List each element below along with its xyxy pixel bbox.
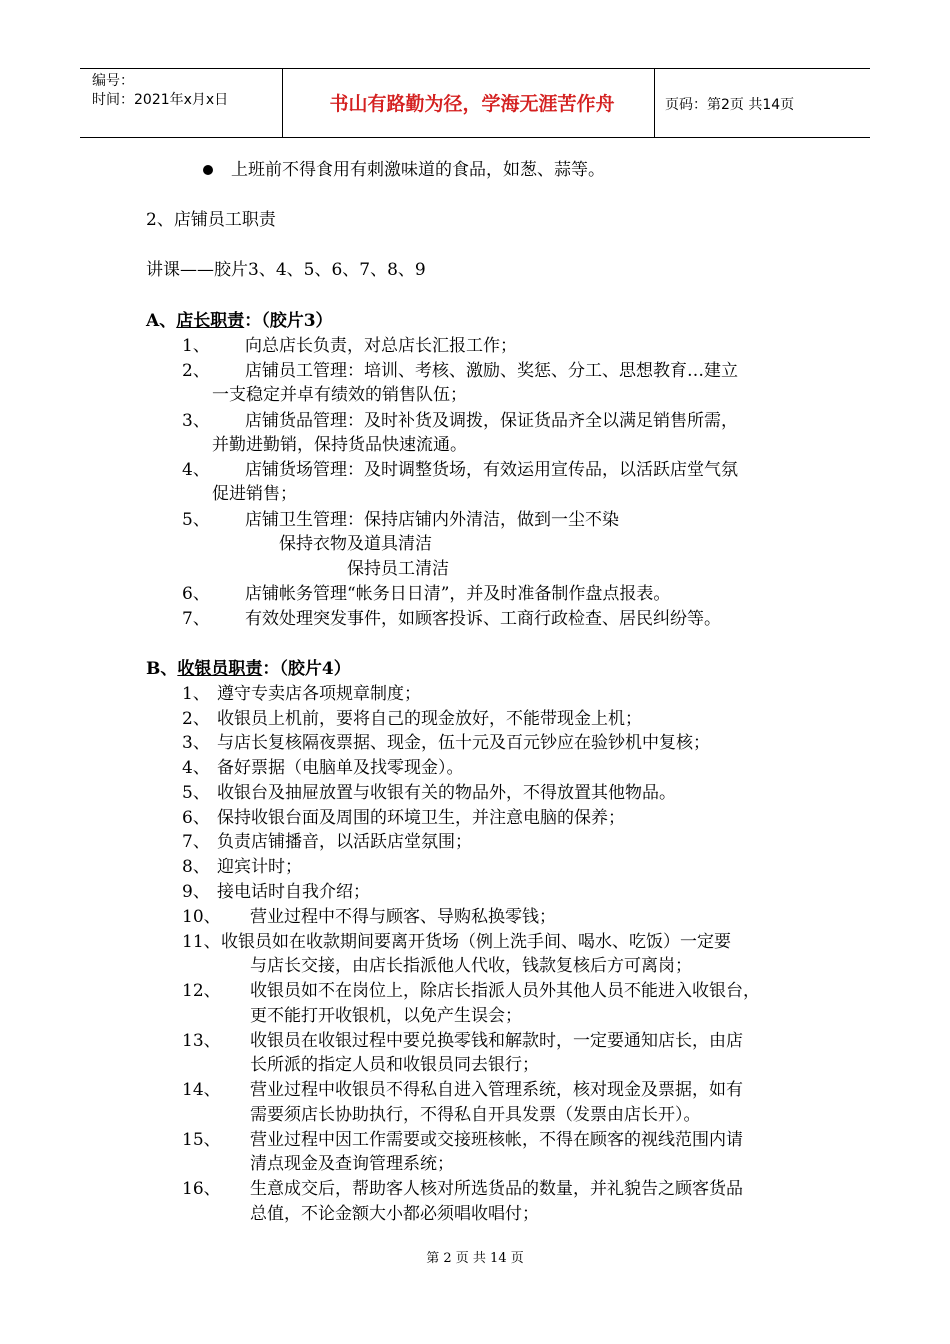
header-motto: 书山有路勤为径，学海无涯苦作舟 <box>329 93 615 115</box>
page-header <box>80 68 870 138</box>
part-b-item-text: 清点现金及查询管理系统； <box>250 1154 454 1174</box>
intro-bullet-text: 上班前不得食用有刺激味道的食品，如葱、蒜等。 <box>231 160 605 180</box>
part-b-item-text: 总值，不论金额大小都必须唱收唱付； <box>250 1204 539 1224</box>
part-b-item-text: 收银台及抽屉放置与收银有关的物品外，不得放置其他物品。 <box>217 783 676 803</box>
bullet-dot-icon <box>203 165 213 175</box>
part-b-item-number: 1、 <box>182 684 210 704</box>
part-b-item-number: 14、 <box>182 1080 221 1100</box>
part-b-item-text: 接电话时自我介绍； <box>217 882 370 902</box>
header-time-label: 时间：2021年x月x日 <box>92 92 229 108</box>
part-b-prefix: B、 <box>146 659 178 679</box>
part-b-item-number: 12、 <box>182 981 221 1001</box>
part-a-title: 店长职责 <box>176 311 245 331</box>
part-b-item-text: 生意成交后，帮助客人核对所选货品的数量，并礼貌告之顾客货品 <box>250 1179 743 1199</box>
header-page-info: 页码：第2页 共14页 <box>665 97 795 113</box>
part-a-item-number: 3、 <box>182 411 210 431</box>
part-b-item-text: 长所派的指定人员和收银员同去银行； <box>250 1055 539 1075</box>
part-a-item-number: 4、 <box>182 460 210 480</box>
part-a-item-number: 1、 <box>182 336 210 356</box>
part-b-item-number: 13、 <box>182 1031 221 1051</box>
part-b-heading <box>146 657 351 681</box>
part-a-item-text: 并勤进勤销，保持货品快速流通。 <box>212 435 467 455</box>
header-divider <box>654 69 655 137</box>
part-b-item-number: 16、 <box>182 1179 221 1199</box>
part-b-item-text: 收银员如在收款期间要离开货场（例上洗手间、喝水、吃饭）一定要 <box>221 932 731 952</box>
part-b-item-text: 营业过程中不得与顾客、导购私换零钱； <box>250 907 556 927</box>
header-number-label: 编号： <box>92 73 134 89</box>
part-a-item-number: 5、 <box>182 510 210 530</box>
part-a-item-text: 保持员工清洁 <box>347 559 449 579</box>
part-b-item-text: 营业过程中收银员不得私自进入管理系统，核对现金及票据，如有 <box>250 1080 743 1100</box>
part-a-item-text: 促进销售； <box>212 484 297 504</box>
part-b-item-number: 9、 <box>182 882 210 902</box>
part-a-item-text: 店铺卫生管理：保持店铺内外清洁，做到一尘不染 <box>245 510 619 530</box>
part-b-item-text: 营业过程中因工作需要或交接班核帐，不得在顾客的视线范围内请 <box>250 1130 743 1150</box>
part-b-item-text: 迎宾计时； <box>217 857 302 877</box>
part-a-item-text: 店铺员工管理：培训、考核、激励、奖惩、分工、思想教育…建立 <box>245 361 738 381</box>
part-b-item-text: 负责店铺播音，以活跃店堂氛围； <box>217 832 472 852</box>
part-b-item-text: 保持收银台面及周围的环境卫生，并注意电脑的保养； <box>217 808 625 828</box>
part-b-item-number: 10、 <box>182 907 221 927</box>
part-b-item-text: 遵守专卖店各项规章制度； <box>217 684 421 704</box>
part-a-item-number: 7、 <box>182 609 210 629</box>
part-a-heading <box>146 309 333 333</box>
part-b-item-number: 11、 <box>182 932 221 952</box>
page-footer: 第 2 页 共 14 页 <box>426 1251 524 1266</box>
part-a-item-text: 店铺帐务管理“帐务日日清”，并及时准备制作盘点报表。 <box>245 584 671 604</box>
lecture-line: 讲课——胶片3、4、5、6、7、8、9 <box>146 260 426 280</box>
section-title: 2、店铺员工职责 <box>146 210 276 230</box>
part-b-item-text: 收银员如不在岗位上，除店长指派人员外其他人员不能进入收银台， <box>250 981 760 1001</box>
part-b-item-text: 备好票据（电脑单及找零现金）。 <box>217 758 464 778</box>
part-b-item-text: 收银员上机前，要将自己的现金放好，不能带现金上机； <box>217 709 642 729</box>
part-a-item-text: 一支稳定并卓有绩效的销售队伍； <box>212 385 467 405</box>
header-meta <box>92 72 228 110</box>
part-b-item-number: 3、 <box>182 733 210 753</box>
part-b-item-number: 4、 <box>182 758 210 778</box>
part-a-item-text: 保持衣物及道具清洁 <box>279 534 432 554</box>
part-b-item-text: 与店长复核隔夜票据、现金，伍十元及百元钞应在验钞机中复核； <box>217 733 710 753</box>
part-b-item-text: 收银员在收银过程中要兑换零钱和解款时，一定要通知店长，由店 <box>250 1031 743 1051</box>
part-a-suffix: ：（胶片3） <box>244 311 333 331</box>
part-b-item-number: 6、 <box>182 808 210 828</box>
part-a-prefix: A、 <box>146 311 177 331</box>
part-a-item-text: 向总店长负责，对总店长汇报工作； <box>245 336 517 356</box>
part-b-item-number: 8、 <box>182 857 210 877</box>
part-a-item-text: 店铺货场管理：及时调整货场，有效运用宣传品，以活跃店堂气氛 <box>245 460 738 480</box>
part-a-item-number: 6、 <box>182 584 210 604</box>
part-b-item-text: 更不能打开收银机，以免产生误会； <box>250 1006 522 1026</box>
part-a-item-number: 2、 <box>182 361 210 381</box>
part-b-item-number: 2、 <box>182 709 210 729</box>
part-b-item-number: 15、 <box>182 1130 221 1150</box>
part-a-item-text: 店铺货品管理：及时补货及调拨，保证货品齐全以满足销售所需， <box>245 411 738 431</box>
part-b-title: 收银员职责 <box>177 659 263 679</box>
part-b-item-number: 7、 <box>182 832 210 852</box>
part-b-suffix: ：（胶片4） <box>262 659 351 679</box>
part-b-item-text: 需要须店长协助执行，不得私自开具发票（发票由店长开）。 <box>250 1105 701 1125</box>
part-a-item-text: 有效处理突发事件，如顾客投诉、工商行政检查、居民纠纷等。 <box>245 609 721 629</box>
part-b-item-text: 与店长交接，由店长指派他人代收，钱款复核后方可离岗； <box>250 956 692 976</box>
part-b-item-number: 5、 <box>182 783 210 803</box>
